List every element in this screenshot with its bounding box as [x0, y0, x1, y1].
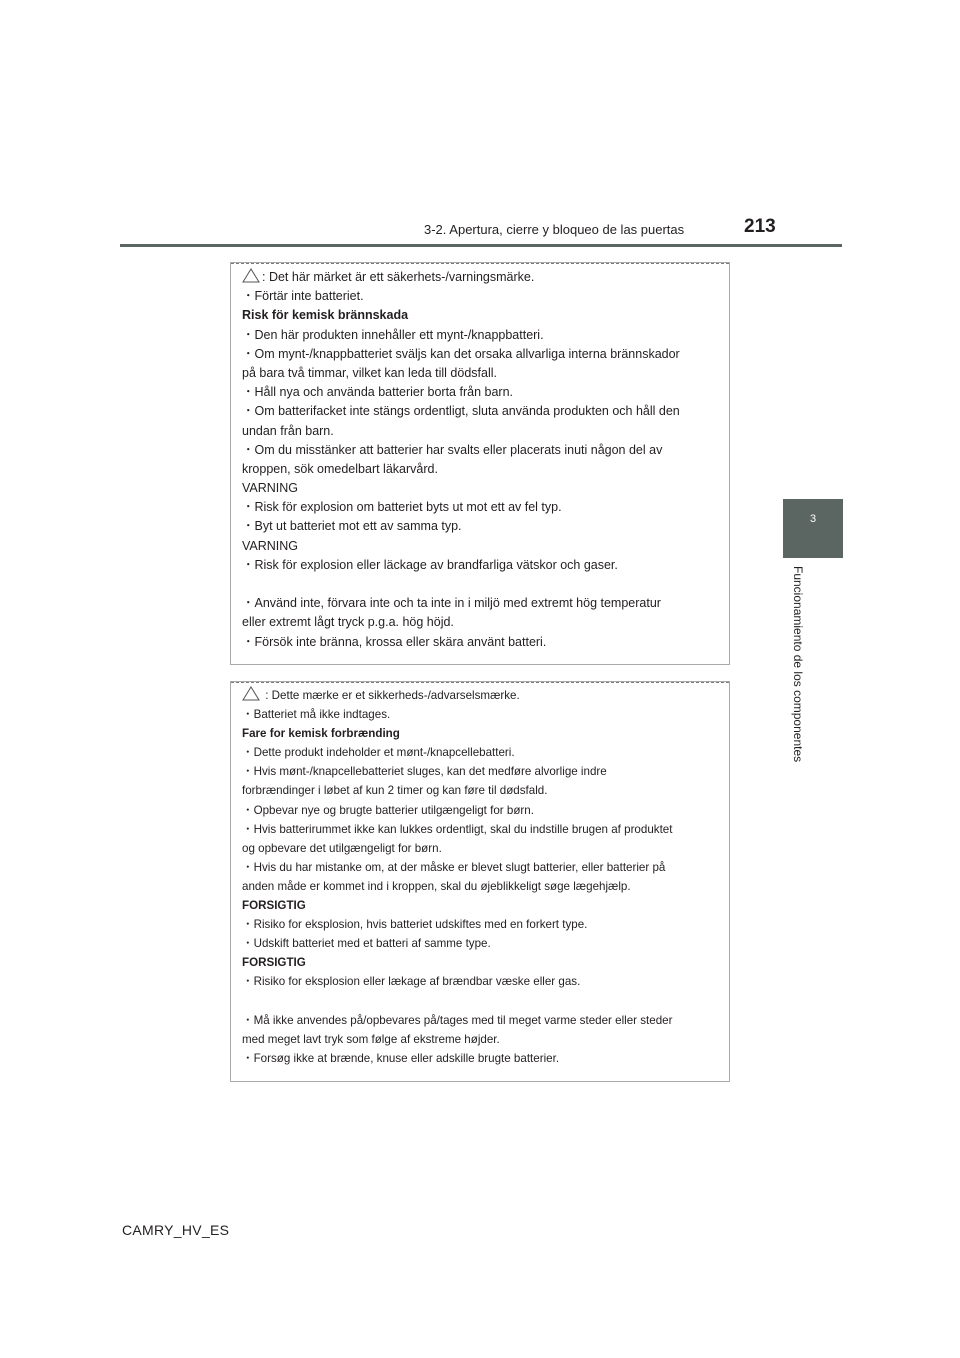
danish-warning-text [242, 686, 723, 1068]
warning-line: ・Hvis du har mistanke om, at der måske er blevet slugt batterier, eller batterier på [242, 860, 666, 874]
chapter-number: 3 [809, 513, 817, 525]
section-title: 3-2. Apertura, cierre y bloqueo de las puertas [424, 222, 685, 237]
warning-line: ・Risiko for eksplosion eller lækage af brændbar væske eller gas. [242, 975, 581, 989]
warning-line: Risk för kemisk brännskada [242, 308, 409, 323]
danish-warning-box [230, 681, 730, 1082]
footer-model-code: CAMRY_HV_ES [122, 1222, 230, 1238]
warning-line: ・Forsøg ikke at brænde, knuse eller adskille brugte batterier. [242, 1051, 560, 1065]
warning-line: ・Den här produkten innehåller ett mynt-/knappbatteri. [242, 327, 544, 342]
warning-line: ・Om mynt-/knappbatteriet sväljs kan det orsaka allvarliga interna brännskador [242, 346, 680, 361]
warning-line: anden måde er kommet ind i kroppen, skal du øjeblikkeligt søge lægehjælp. [242, 879, 631, 893]
warning-line: undan från barn. [242, 423, 334, 438]
warning-line [242, 268, 723, 287]
warning-line: ・Batteriet må ikke indtages. [242, 708, 391, 722]
warning-line: ・Udskift batteriet med et batteri af samme type. [242, 937, 491, 951]
warning-line: ・Risk för explosion eller läckage av brandfarliga vätskor och gaser. [242, 557, 618, 572]
warning-line: FORSIGTIG [242, 956, 306, 970]
swedish-warning-box [230, 262, 730, 665]
warning-line: ・Hvis mønt-/knapcellebatteriet sluges, kan det medføre alvorlige indre [242, 765, 607, 779]
warning-line-text: : Dette mærke er et sikkerheds-/advarselsmærke. [262, 689, 520, 702]
warning-line: ・Använd inte, förvara inte och ta inte in i miljö med extremt hög temperatur [242, 596, 661, 611]
warning-line: på bara två timmar, vilket kan leda till dödsfall. [242, 365, 497, 380]
chapter-tab [783, 499, 843, 558]
warning-line: ・Dette produkt indeholder et mønt-/knapcellebatteri. [242, 746, 515, 760]
warning-line: Fare for kemisk forbrænding [242, 727, 400, 741]
warning-line: med meget lavt tryk som følge af ekstreme højder. [242, 1032, 500, 1046]
warning-line: ・Försök inte bränna, krossa eller skära använt batteri. [242, 634, 547, 649]
warning-line: ・Håll nya och använda batterier borta från barn. [242, 385, 513, 400]
warning-line: ・Risk för explosion om batteriet byts ut mot ett av fel typ. [242, 500, 562, 515]
warning-triangle-icon [242, 686, 260, 701]
warning-line-text: : Det här märket är ett säkerhets-/varningsmärke. [262, 270, 535, 284]
chapter-label: Funcionamiento de los componentes [791, 566, 805, 763]
header-rule [120, 244, 842, 247]
blank-line [242, 992, 723, 1011]
warning-line: VARNING [242, 538, 299, 553]
blank-line [242, 575, 723, 594]
warning-line: VARNING [242, 481, 299, 496]
warning-triangle-icon [242, 268, 260, 283]
warning-line: ・Förtär inte batteriet. [242, 289, 364, 304]
page-number: 213 [744, 216, 776, 237]
warning-line: ・Risiko for eksplosion, hvis batteriet udskiftes med en forkert type. [242, 918, 588, 932]
warning-line: ・Må ikke anvendes på/opbevares på/tages med til meget varme steder eller steder [242, 1013, 673, 1027]
warning-line: ・Opbevar nye og brugte batterier utilgængeligt for børn. [242, 803, 534, 817]
warning-line: eller extremt lågt tryck p.g.a. hög höjd. [242, 615, 454, 630]
warning-line: ・Hvis batterirummet ikke kan lukkes ordentligt, skal du indstille brugen af produktet [242, 822, 673, 836]
warning-line: ・Byt ut batteriet mot ett av samma typ. [242, 519, 462, 534]
swedish-warning-text [242, 268, 723, 652]
warning-line: ・Om batterifacket inte stängs ordentligt, sluta använda produkten och håll den [242, 404, 680, 419]
warning-line [242, 686, 723, 705]
warning-line: ・Om du misstänker att batterier har svalts eller placerats inuti någon del av [242, 442, 663, 457]
warning-line: forbrændinger i løbet af kun 2 timer og kan føre til dødsfald. [242, 784, 548, 798]
warning-line: og opbevare det utilgængeligt for børn. [242, 841, 442, 855]
warning-line: kroppen, sök omedelbart läkarvård. [242, 461, 438, 476]
warning-line: FORSIGTIG [242, 899, 306, 913]
